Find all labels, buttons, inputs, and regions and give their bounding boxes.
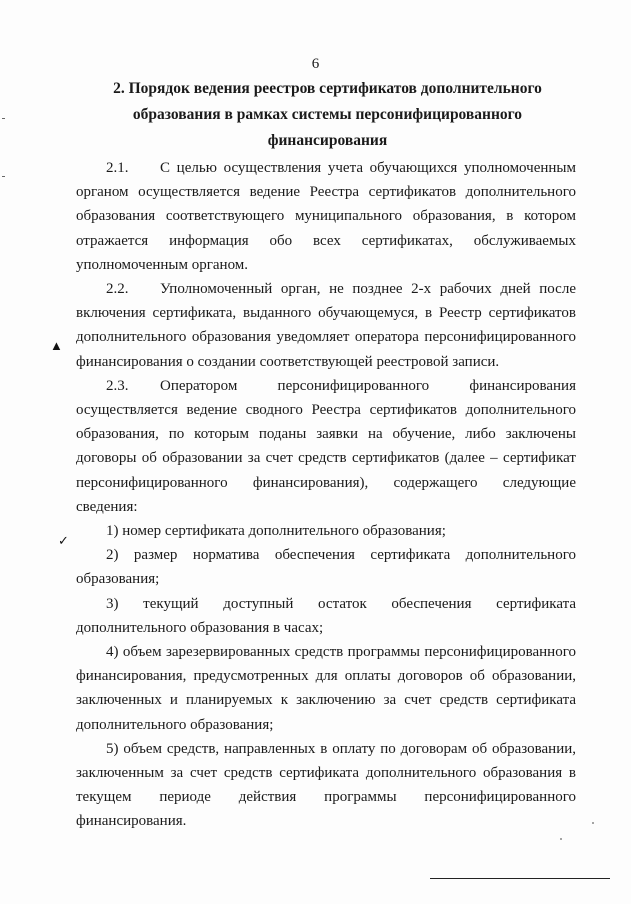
bottom-rule (430, 878, 610, 879)
paragraph-text: С целью осуществления учета обучающихся уполномоченным органом осуществляется ведение Реестра сертификатов дополнительного образования соответствующего муниципального образования, в котором отражается информация обо всех сертификатах, обслуживаемых уполномоченным органом. (76, 160, 576, 273)
scan-mark-icon: ▲ (50, 338, 63, 353)
list-item: 3) текущий доступный остаток обеспечения сертификата дополнительного образования в часах; (76, 595, 576, 636)
scan-dot (560, 838, 562, 840)
paragraph-text: Уполномоченный орган, не позднее 2-х рабочих дней после включения сертификата, выданного обучающемуся, в Реестр сертификатов дополнительного образования уведомляет оператора персонифицированного финансирования о создании соответствующей реестровой записи. (76, 281, 576, 370)
paragraph-2-3 (76, 374, 576, 519)
paragraph-number: 2.3. (106, 377, 129, 394)
paragraph-number: 2.2. (106, 281, 129, 298)
section-heading (76, 76, 579, 154)
document-body (76, 156, 576, 834)
paragraph-text: Оператором персонифицированного финансирования осуществляется ведение сводного Реестра сертификатов дополнительного образования, по которым поданы заявки на обучение, либо заключены договоры об образовании за счет средств сертификатов (далее – сертификат персонифицированного финансирования), содержащего следующие сведения: (76, 377, 576, 515)
page-number: 6 (311, 56, 320, 72)
scan-dot (592, 822, 594, 824)
scan-tick (2, 118, 5, 119)
paragraph-2-2 (76, 277, 576, 374)
paragraph-2-1 (76, 156, 576, 277)
list-item: 1) номер сертификата дополнительного образования; (106, 523, 446, 540)
section-heading-line: 2. Порядок ведения реестров сертификатов дополнительного (113, 80, 542, 97)
list-item: 4) объем зарезервированных средств программы персонифицированного финансирования, предусмотренных для оплаты договоров об образовании, заключенных и планируемых к заключению за счет средств сертификата дополнительного образования; (76, 644, 576, 733)
scan-tick (2, 176, 5, 177)
list-item: 2) размер норматива обеспечения сертификата дополнительного образования; (76, 547, 576, 588)
list-item: 5) объем средств, направленных в оплату по договорам об образовании, заключенным за счет средств сертификата дополнительного образования в текущем периоде действия программы персонифицированного финансирования. (76, 740, 576, 830)
section-heading-line: образования в рамках системы персонифицированного (132, 106, 523, 123)
section-heading-line: финансирования (267, 132, 388, 149)
scan-mark-icon: ✓ (58, 533, 69, 548)
paragraph-number: 2.1. (106, 160, 129, 176)
